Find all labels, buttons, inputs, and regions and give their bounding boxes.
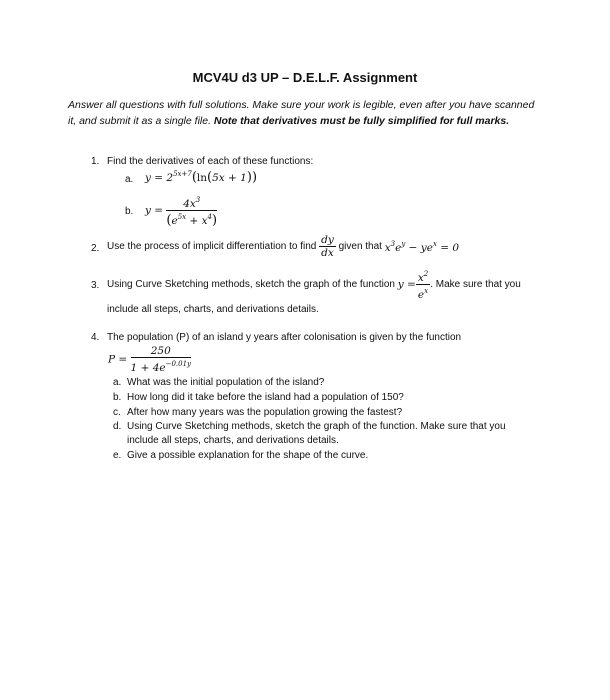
q4-item-text: Using Curve Sketching methods, sketch the graph of the function. Make sure that you include all steps, charts, and derivations details. — [127, 421, 506, 446]
q3-function: y = — [397, 278, 416, 291]
q4-formula: P = $\frac{250}{1 + 4e^{-0.01y}}$ — [108, 345, 192, 374]
q2-text-after: given that — [338, 241, 382, 252]
q4-item-text: How long did it take before the island had a population of 150? — [127, 392, 404, 403]
q3-fraction: $\frac{x^2}{e^x}$ — [417, 270, 429, 301]
q4-item-text: What was the initial population of the island? — [127, 377, 325, 388]
q1-number: 1. — [91, 156, 100, 167]
q3-number: 3. — [91, 280, 100, 291]
document-title: MCV4U d3 UP – D.E.L.F. Assignment — [192, 70, 418, 85]
q2-dydx: $\frac{dy}{dx}$ — [321, 234, 334, 259]
q4-item — [113, 391, 537, 405]
q4-number: 4. — [91, 332, 100, 343]
q4-item — [113, 420, 537, 448]
q4-item-label: b. — [113, 392, 122, 403]
q1-text: Find the derivatives of each of these functions: — [107, 156, 314, 167]
q1a-formula: $y = 2^{5x+7}(\ln(5x + 1))$ — [145, 170, 258, 185]
q4-item-label: c. — [113, 407, 121, 418]
q3-text-after: . Make sure that you — [430, 279, 521, 290]
q4-item-label: e. — [113, 450, 122, 461]
q1a-label: a. — [125, 174, 134, 185]
q4-text: The population (P) of an island y years after colonisation is given by the function — [107, 332, 462, 343]
q4-item — [113, 376, 537, 390]
instructions-text: Answer all questions with full solutions. Make sure your work is legible, even after you have scanned it, and submit it as a single file. — [68, 99, 535, 127]
q3-line — [107, 268, 521, 301]
q1b-formula: y = $\frac{4x^3}{(e^{5x} + x^4)}$ — [145, 196, 218, 228]
q4-item-text: After how many years was the population growing the fastest? — [127, 407, 403, 418]
q2-equation: $x^3e^y - ye^x = 0$ — [384, 239, 460, 254]
instructions-bold-text: Note that derivatives must be fully simplified for full marks. — [213, 115, 510, 127]
q2-text-before: Use the process of implicit differentiation to find — [107, 241, 317, 252]
q2-line — [107, 234, 459, 259]
q4-item — [113, 406, 537, 420]
q1b-label: b. — [125, 206, 134, 217]
q2-number: 2. — [91, 243, 100, 254]
q3-text-line2: include all steps, charts, and derivations details. — [107, 304, 319, 315]
q4-item — [113, 449, 537, 463]
q3-text-before: Using Curve Sketching methods, sketch the graph of the function — [107, 279, 395, 290]
q4-item-label: d. — [113, 421, 122, 432]
instructions — [68, 97, 538, 129]
q4-item-text: Give a possible explanation for the shape of the curve. — [127, 450, 369, 461]
q4-item-label: a. — [113, 377, 122, 388]
